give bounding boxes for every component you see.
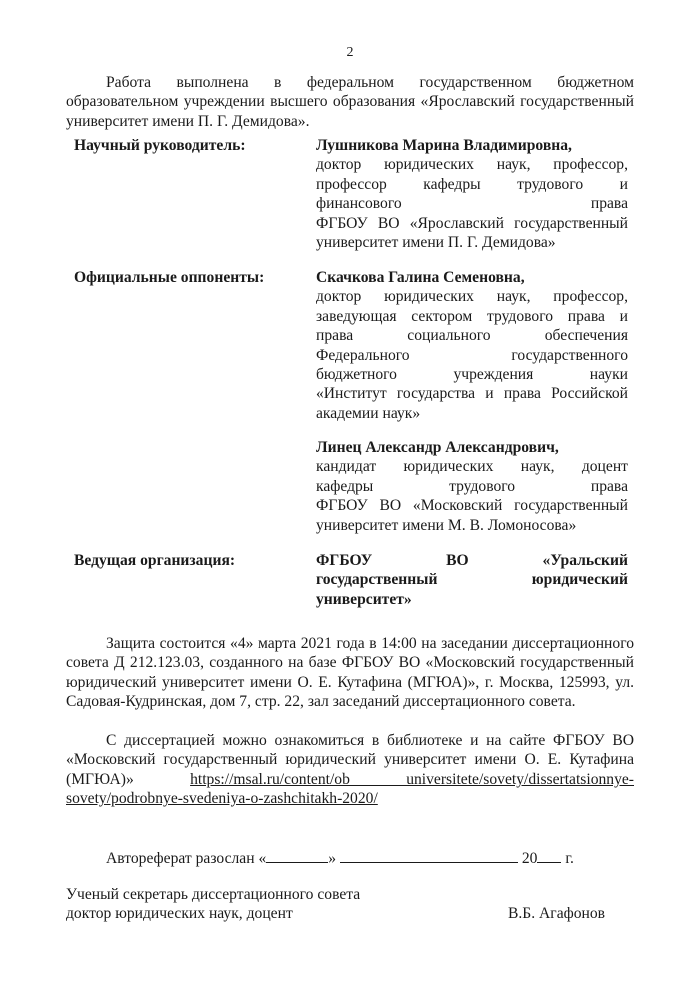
secretary-block	[66, 885, 634, 924]
opponent-2-line: ФГБОУ ВО «Московский государственный	[316, 497, 628, 515]
supervisor-line: доктор юридических наук, профессор,	[316, 156, 628, 174]
intro-paragraph: Работа выполнена в федеральном государственном бюджетном образовательном учреждении высшего образования «Ярославский государственный университет имени П. Г. Демидова».	[66, 74, 634, 130]
opponent-2-block	[316, 438, 628, 535]
opponent-1-line: права социального обеспечения	[316, 327, 628, 345]
lead-org-line: университет»	[316, 590, 412, 608]
page-number: 2	[346, 45, 354, 60]
lead-org-line: государственный юридический	[316, 571, 628, 589]
lead-org-label: Ведущая организация:	[74, 552, 236, 569]
opponent-1-name: Скачкова Галина Семеновна,	[316, 269, 525, 286]
supervisor-line: профессор кафедры трудового и	[316, 175, 628, 193]
distribution-day-blank	[266, 848, 328, 863]
distribution-prefix: Автореферат разослан «	[106, 850, 267, 867]
opponent-1-line: доктор юридических наук, профессор,	[316, 288, 628, 306]
opponent-1-line: Федерального государственного	[316, 346, 628, 364]
opponent-2-line: кандидат юридических наук, доцент	[316, 458, 628, 476]
lead-org-line: ФГБОУ ВО «Уральский	[316, 552, 628, 569]
opponents-label: Официальные оппоненты:	[74, 269, 265, 286]
opponent-1-line: бюджетного учреждения науки	[316, 366, 628, 384]
distribution-month-blank	[340, 848, 518, 863]
supervisor-line: финансового права	[316, 195, 628, 213]
distribution-year-blank	[537, 848, 561, 863]
dissertation-council-link[interactable]: https://msal.ru/content/ob universitete/sovety/dissertatsionnye-sovety/podrobnye-svedeniya-o-zashchitakh-2020/	[66, 770, 634, 808]
opponent-1-line: «Институт государства и права Российской	[316, 385, 628, 403]
opponent-2-line: кафедры трудового права	[316, 477, 628, 495]
opponent-2-line: университет имени М. В. Ломоносова»	[316, 516, 577, 534]
supervisor-line: университет имени П. Г. Демидова»	[316, 234, 556, 252]
secretary-degree: доктор юридических наук, доцент	[66, 905, 293, 923]
supervisor-block	[316, 136, 628, 252]
distribution-suffix: г.	[565, 850, 574, 867]
defense-paragraph: Защита состоится «4» марта 2021 года в 14:00 на заседании диссертационного совета Д 212.123.03, созданного на базе ФГБОУ ВО «Московский государственный юридический университет имени О. Е. Кутафина (МГЮА)», г. Москва, 125993, ул. Садовая-Кудринская, дом 7, стр. 22, зал заседаний диссертационного совета.	[66, 635, 634, 711]
lead-org-block	[316, 551, 628, 609]
supervisor-label: Научный руководитель:	[74, 137, 246, 154]
secretary-name: В.Б. Агафонов	[508, 905, 606, 923]
opponent-2-name: Линец Александр Александрович,	[316, 439, 559, 456]
library-text: С диссертацией можно ознакомиться в библиотеке и на сайте ФГБОУ ВО «Московский государственный юридический университет имени О. Е. Кутафина (МГЮА)»	[66, 732, 634, 788]
distribution-year-prefix: 20	[521, 850, 538, 867]
secretary-title: Ученый секретарь диссертационного совета	[66, 886, 361, 903]
opponent-1-line: академии наук»	[316, 404, 421, 422]
distribution-line	[66, 848, 666, 868]
opponent-1-line: заведующая сектором трудового права и	[316, 307, 628, 325]
distribution-mid: »	[328, 850, 337, 867]
supervisor-line: ФГБОУ ВО «Ярославский государственный	[316, 214, 628, 232]
supervisor-name: Лушникова Марина Владимировна,	[316, 137, 572, 154]
opponent-1-block	[316, 268, 628, 423]
library-paragraph	[66, 731, 634, 809]
